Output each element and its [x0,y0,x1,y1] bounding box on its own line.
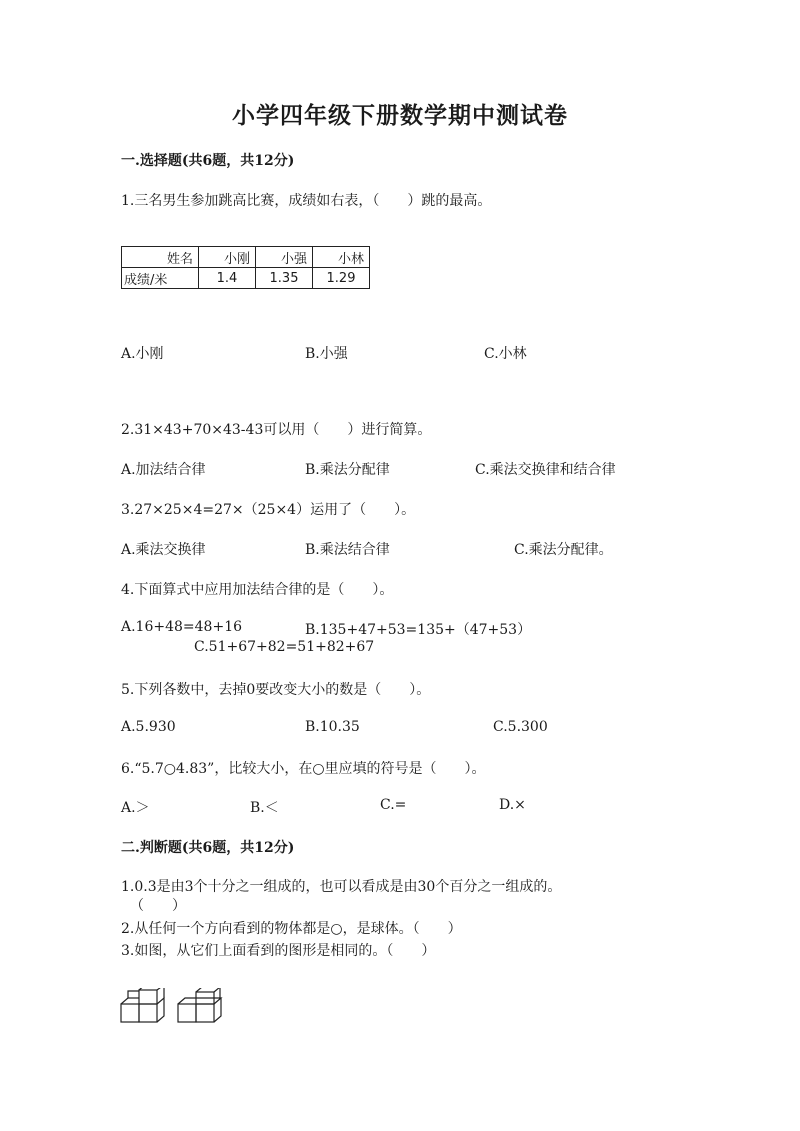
table-row [122,268,370,289]
table-cell: 1.4 [199,268,256,289]
table-cell: 小强 [256,247,313,268]
q2-option-a: A.加法结合律 [121,462,206,478]
table-cell: 1.35 [256,268,313,289]
section-heading-judgement: 二.判断题(共6题，共12分) [121,840,295,856]
q5-option-a: A.5.930 [121,719,176,735]
section-heading-choice: 一.选择题(共6题，共12分) [121,153,295,169]
judgement-question-3: 3.如图，从它们上面看到的图形是相同的。（ ） [121,943,436,959]
question-6: 6.“5.7○4.83”，比较大小，在○里应填的符号是（ ）。 [121,761,486,777]
table-cell: 姓名 [122,247,199,268]
question-1: 1.三名男生参加跳高比赛，成绩如右表，（ ）跳的最高。 [121,193,492,209]
table-header-row [122,247,370,268]
q4-option-c: C.51+67+82=51+82+67 [194,639,375,655]
q5-option-b: B.10.35 [305,719,360,735]
q1-option-c: C.小林 [484,346,527,362]
page-title: 小学四年级下册数学期中测试卷 [232,102,568,129]
score-table [121,246,370,289]
question-5: 5.下列各数中，去掉0要改变大小的数是（ ）。 [121,682,431,698]
q6-option-b: B.＜ [250,800,279,816]
table-cell: 成绩/米 [122,268,199,289]
q1-option-b: B.小强 [305,346,348,362]
cube-figures [118,988,238,1032]
table-cell: 小林 [313,247,370,268]
q2-option-c: C.乘法交换律和结合律 [475,462,616,478]
question-4: 4.下面算式中应用加法结合律的是（ ）。 [121,582,394,598]
q3-option-b: B.乘法结合律 [305,542,390,558]
q3-option-c: C.乘法分配律。 [514,542,613,558]
question-3: 3.27×25×4=27×（25×4）运用了（ ）。 [121,502,416,518]
q3-option-a: A.乘法交换律 [121,542,206,558]
q1-option-a: A.小刚 [121,346,164,362]
judgement-question-1: 1.0.3是由3个十分之一组成的，也可以看成是由30个百分之一组成的。 [121,879,562,895]
q6-option-a: A.＞ [121,800,150,816]
table-cell: 1.29 [313,268,370,289]
q4-option-a: A.16+48=48+16 [121,619,243,635]
q6-option-d: D.× [499,797,526,813]
q4-option-b: B.135+47+53=135+（47+53） [305,622,532,638]
q2-option-b: B.乘法分配律 [305,462,390,478]
cube-figure-left [121,988,164,1022]
table-cell: 小刚 [199,247,256,268]
q6-option-c: C.= [380,797,407,813]
judgement-question-2: 2.从任何一个方向看到的物体都是○，是球体。（ ） [121,921,462,937]
judgement-question-1-blank: （ ） [130,898,186,914]
question-2: 2.31×43+70×43-43可以用（ ）进行简算。 [121,422,432,438]
cube-figure-right [178,988,221,1022]
q5-option-c: C.5.300 [493,719,548,735]
